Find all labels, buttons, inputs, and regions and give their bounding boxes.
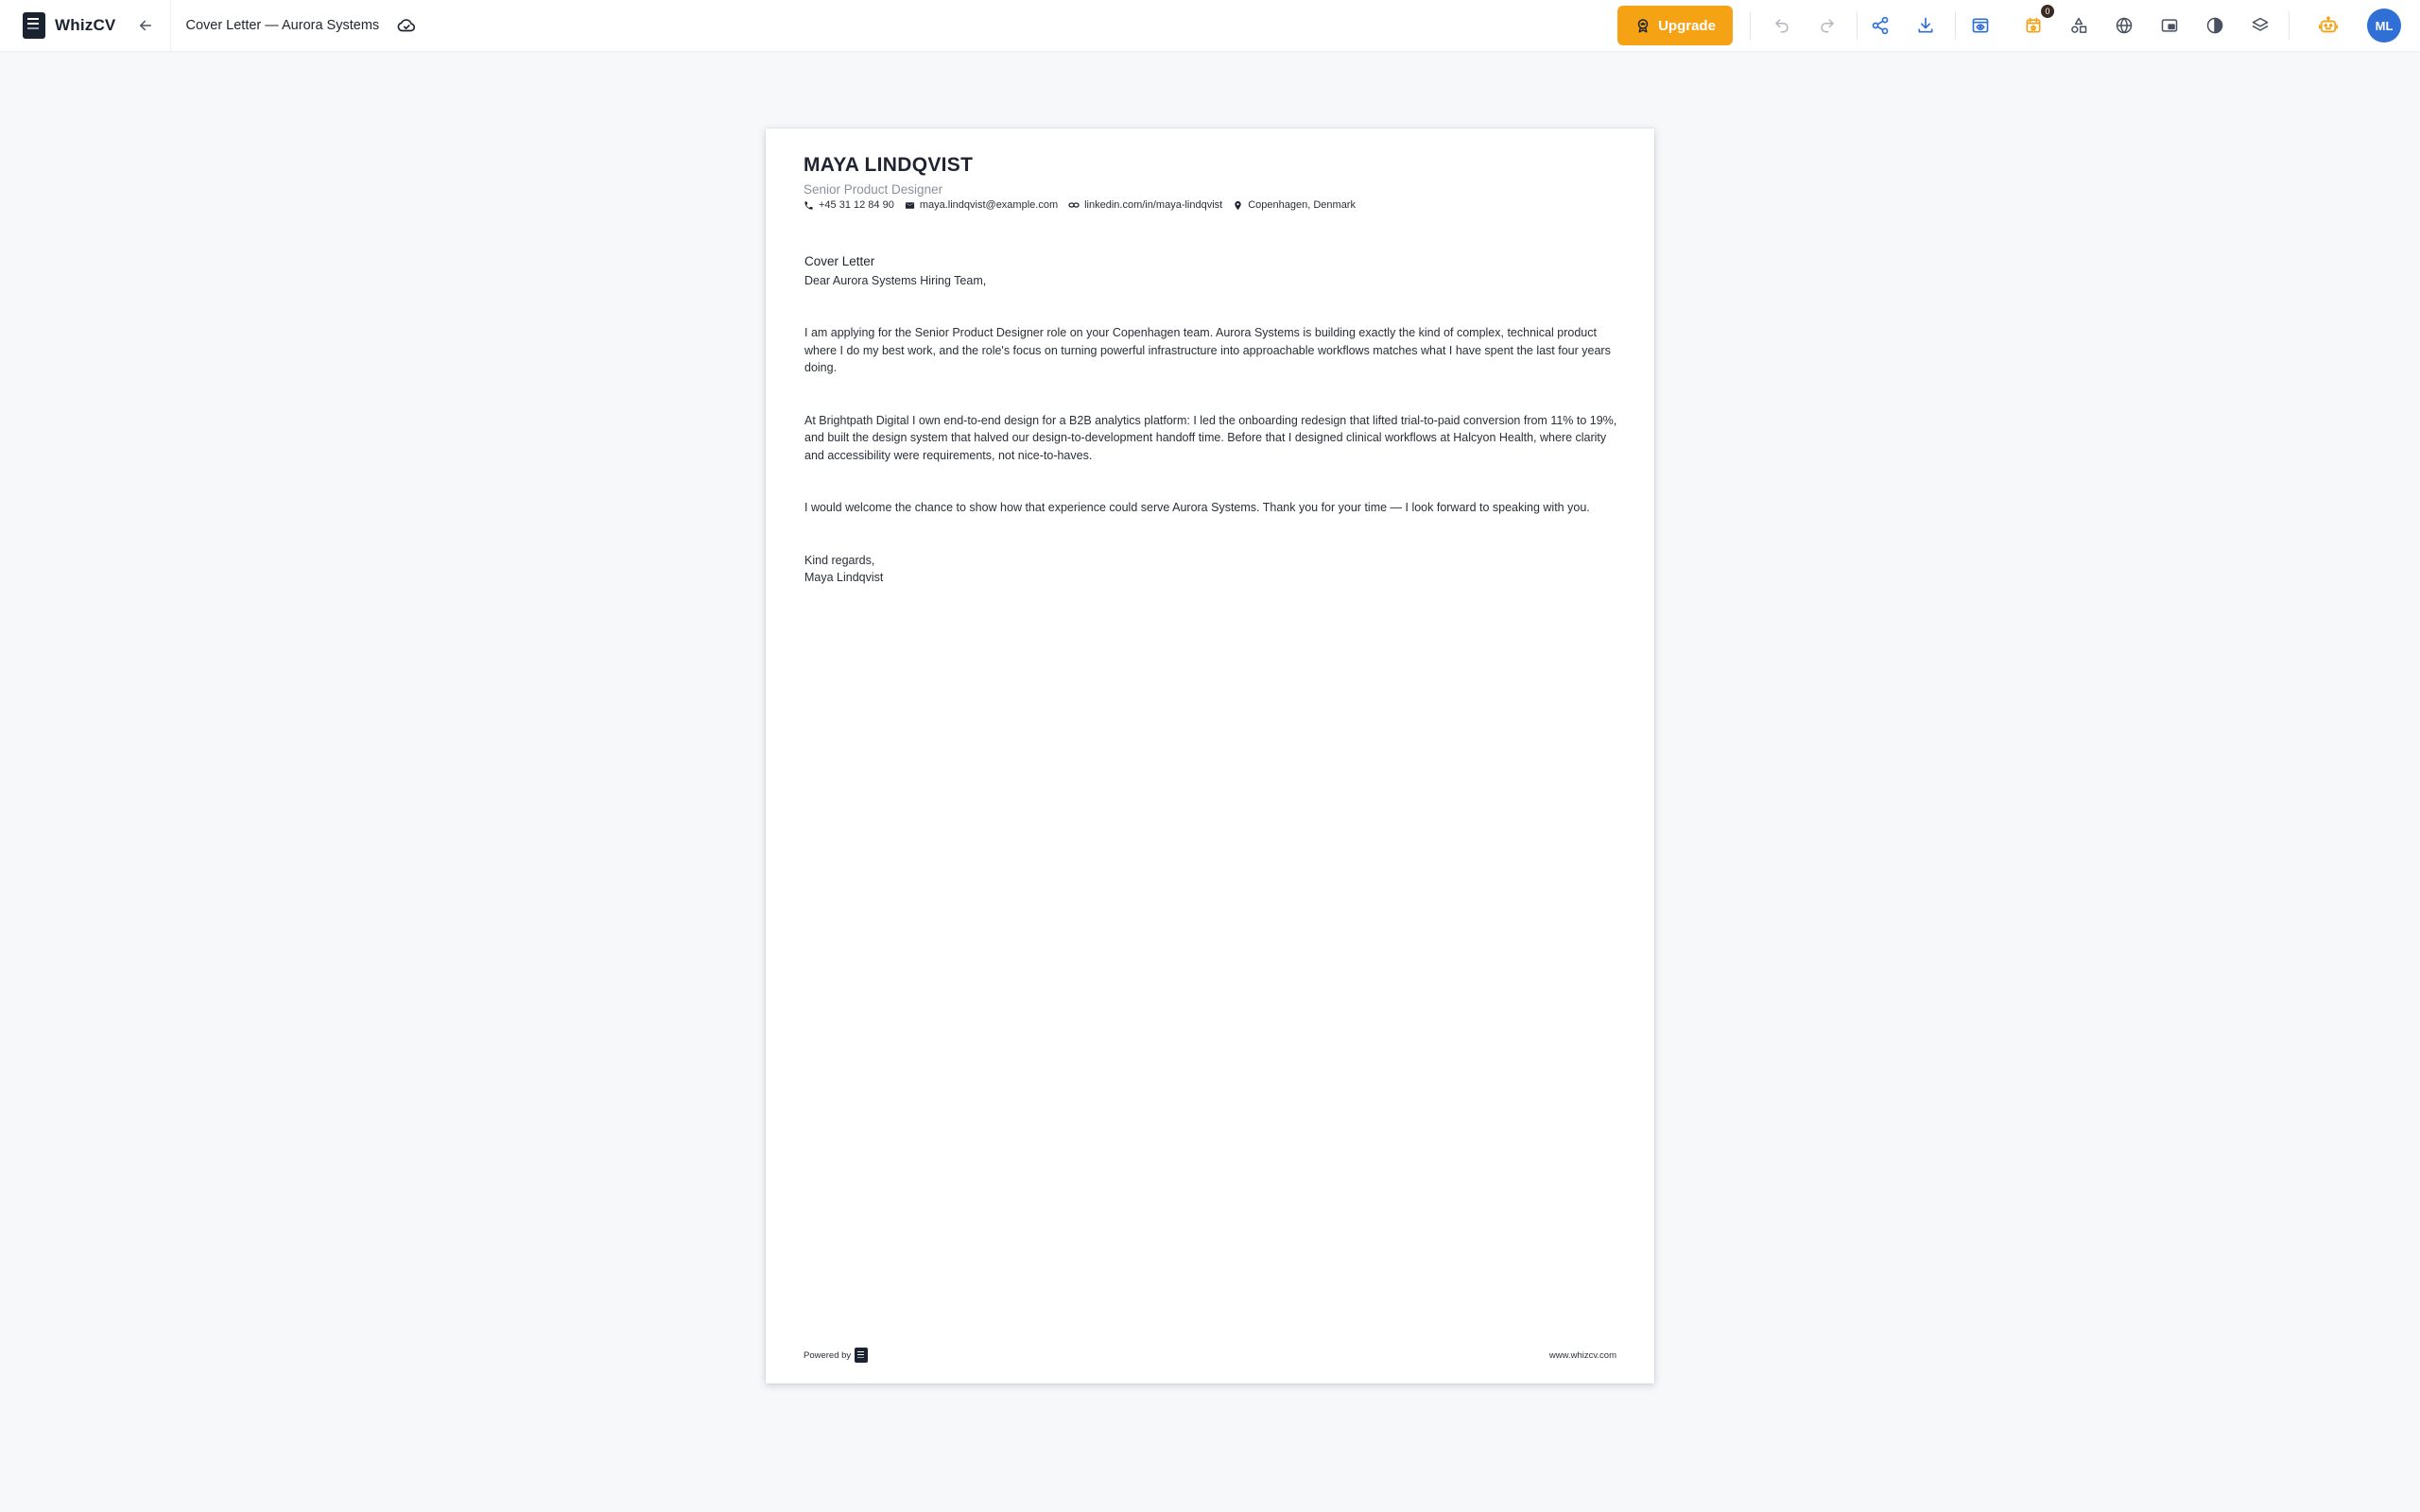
letter-header bbox=[804, 154, 1366, 211]
applicant-role[interactable]: Senior Product Designer bbox=[804, 182, 943, 197]
undo-button[interactable] bbox=[1768, 11, 1796, 40]
preview-icon bbox=[1971, 16, 1990, 35]
applicant-name[interactable]: MAYA LINDQVIST bbox=[804, 154, 974, 176]
notification-badge: 0 bbox=[2040, 4, 2055, 19]
undo-icon bbox=[1773, 17, 1790, 34]
back-button[interactable] bbox=[130, 10, 161, 41]
letter-heading: Cover Letter bbox=[804, 254, 875, 268]
contact-phone[interactable] bbox=[804, 199, 894, 211]
contact-details bbox=[804, 199, 1366, 211]
location-text: Copenhagen, Denmark bbox=[1248, 199, 1356, 211]
phone-text: +45 31 12 84 90 bbox=[819, 199, 894, 211]
shapes-icon bbox=[2069, 16, 2088, 35]
toolbar-divider bbox=[2289, 11, 2290, 40]
upgrade-button[interactable] bbox=[1617, 6, 1733, 45]
page-footer bbox=[804, 1348, 1616, 1363]
toolbar-divider bbox=[1857, 11, 1858, 40]
email-text: maya.lindqvist@example.com bbox=[919, 199, 1059, 211]
cloud-sync-button[interactable] bbox=[392, 11, 421, 40]
closing: Kind regards, bbox=[804, 553, 875, 567]
brand[interactable] bbox=[0, 0, 115, 52]
layers-icon bbox=[2251, 16, 2270, 35]
top-bar bbox=[0, 0, 2420, 52]
letter-paragraph: I am applying for the Senior Product Designer role on your Copenhagen team. Aurora Systems is building exactly the kind of complex, technical product where I do my best work, and the role's focus on turning powerful infrastructure into approachable workflows matches what I have spent the last four years doing. bbox=[804, 326, 1611, 374]
download-button[interactable] bbox=[1911, 11, 1940, 40]
language-button[interactable] bbox=[2110, 11, 2138, 40]
cover-letter-page[interactable] bbox=[766, 129, 1654, 1383]
picture-in-picture-icon bbox=[2160, 16, 2179, 35]
email-icon bbox=[905, 200, 915, 211]
ai-assistant-button[interactable] bbox=[2314, 11, 2342, 40]
redo-button[interactable] bbox=[1813, 11, 1841, 40]
contact-location[interactable] bbox=[1233, 199, 1356, 211]
globe-icon bbox=[2115, 16, 2134, 35]
download-icon bbox=[1916, 16, 1935, 35]
letter-paragraph: I would welcome the chance to show how that experience could serve Aurora Systems. Thank you for your time — I look forward to speaking with you. bbox=[804, 501, 1590, 514]
location-pin-icon bbox=[1233, 200, 1243, 211]
contact-linkedin[interactable] bbox=[1068, 199, 1222, 211]
sections-button[interactable] bbox=[2246, 11, 2274, 40]
arrow-left-icon bbox=[137, 17, 154, 34]
contrast-icon bbox=[2205, 16, 2224, 35]
redo-icon bbox=[1819, 17, 1836, 34]
app-name: WhizCV bbox=[55, 16, 116, 34]
salutation: Dear Aurora Systems Hiring Team, bbox=[804, 273, 987, 287]
powered-by bbox=[804, 1348, 868, 1363]
letter-body[interactable] bbox=[804, 253, 1619, 587]
website-link[interactable]: www.whizcv.com bbox=[1548, 1349, 1616, 1361]
layout-button[interactable] bbox=[2155, 11, 2184, 40]
avatar[interactable]: ML bbox=[2367, 9, 2401, 43]
whizcv-mini-logo-icon bbox=[855, 1348, 868, 1363]
link-icon bbox=[1068, 199, 1080, 211]
robot-icon bbox=[2318, 15, 2339, 36]
letter-paragraph: At Brightpath Digital I own end-to-end design for a B2B analytics platform: I led the onboarding redesign that lifted trial-to-paid conversion from 11% to 19%, and built the design system that halved our design-to-development handoff time. Before that I designed clinical workflows at Halcyon Health, where clarity and accessibility were requirements, not nice-to-haves. bbox=[804, 413, 1617, 462]
linkedin-text: linkedin.com/in/maya-lindqvist bbox=[1084, 199, 1223, 211]
toolbar-divider bbox=[1955, 11, 1956, 40]
share-icon bbox=[1871, 16, 1890, 35]
contact-email[interactable] bbox=[905, 199, 1058, 211]
crown-badge-icon bbox=[1634, 17, 1651, 34]
document-title[interactable]: Cover Letter — Aurora Systems bbox=[185, 18, 380, 33]
whizcv-logo bbox=[23, 12, 45, 39]
theme-button[interactable] bbox=[2201, 11, 2229, 40]
cloud-check-icon bbox=[396, 15, 417, 36]
elements-button[interactable] bbox=[2065, 11, 2093, 40]
phone-icon bbox=[804, 200, 814, 211]
powered-by-label: Powered by bbox=[804, 1349, 852, 1361]
preview-button[interactable] bbox=[1966, 11, 1995, 40]
calendar-star-icon bbox=[2024, 16, 2043, 35]
toolbar-divider bbox=[1750, 11, 1751, 40]
divider bbox=[170, 0, 171, 52]
upgrade-label: Upgrade bbox=[1658, 17, 1716, 34]
signature: Maya Lindqvist bbox=[804, 571, 884, 584]
share-button[interactable] bbox=[1866, 11, 1894, 40]
